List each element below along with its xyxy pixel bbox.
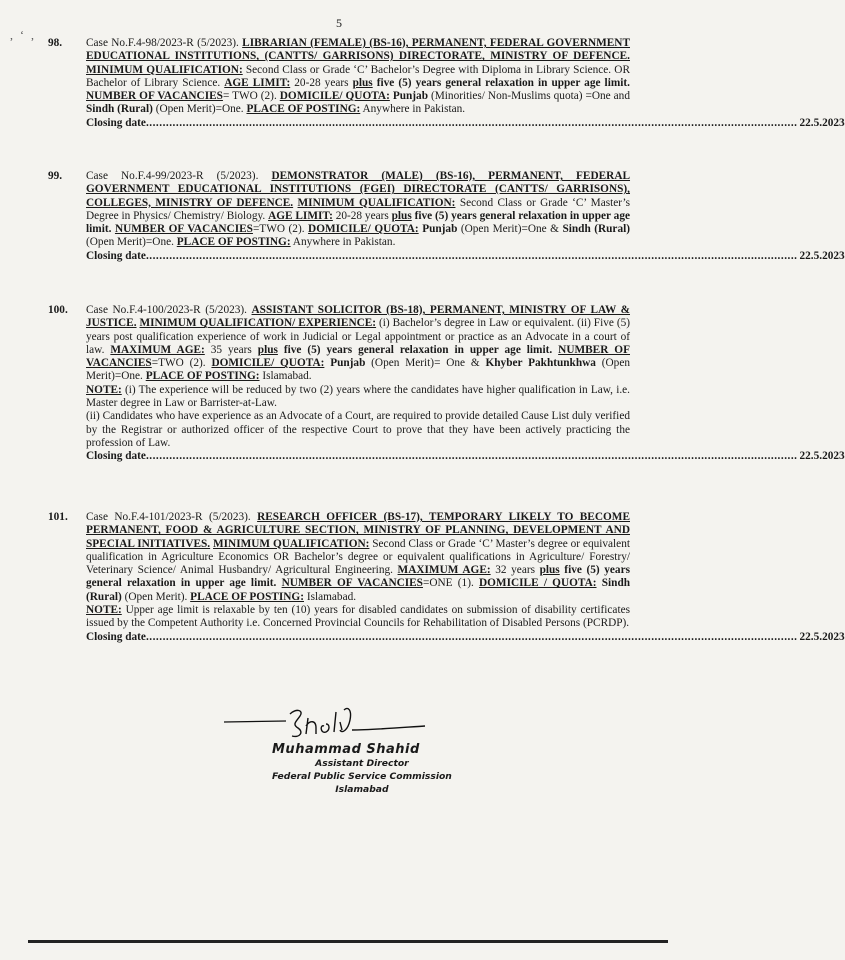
entry-98 — [48, 37, 845, 130]
entry-100 — [48, 304, 845, 464]
text-segment: NUMBER OF VACANCIES — [281, 577, 423, 590]
text-segment: Case No.F.4-101/2023-R (5/2023). — [86, 511, 258, 523]
text-segment: five (5) years general relaxation in upper age limit. — [277, 343, 553, 356]
page-number: 5 — [336, 16, 342, 30]
entry-note — [86, 410, 630, 450]
text-segment: 20-28 years — [290, 76, 353, 89]
text-segment: (i) The experience will be reduced by two (2) years where the candidates have higher qualification in Law, i.e. Master degree in Law or Barrister-at-Law. — [86, 383, 630, 410]
leader-dots: .................................................................................................................................................................................................... — [145, 249, 798, 262]
text-segment: plus — [539, 564, 560, 577]
text-segment: NOTE: — [86, 383, 122, 396]
text-segment: plus — [391, 209, 412, 222]
text-segment: ASSISTANT SOLICITOR (BS-18), PERMANENT, MINISTRY OF LAW & JUSTICE. — [86, 304, 630, 330]
text-segment: Case No.F.4-99/2023-R (5/2023). — [86, 170, 272, 182]
text-segment: plus — [257, 343, 278, 356]
text-segment: Sindh (Rural) — [86, 577, 631, 603]
text-segment: Punjab — [392, 90, 428, 103]
closing-date-row — [86, 630, 845, 644]
text-segment: Anywhere in Pakistan. — [290, 236, 396, 249]
closing-date: 22.5.2023 — [799, 450, 845, 463]
text-segment: Khyber Pakhtunkhwa — [485, 357, 596, 370]
text-segment: five (5) years general relaxation in upper age limit. — [372, 76, 630, 89]
closing-date: 22.5.2023 — [799, 630, 845, 643]
text-segment: Sindh (Rural) — [86, 103, 153, 116]
text-segment: LIBRARIAN (FEMALE) (BS-16), PERMANENT, FEDERAL GOVERNMENT EDUCATIONAL INSTITUTIONS, (CANTTS/ GARRISONS) DIRECTORATE, MINISTRY OF DEFENCE. — [86, 37, 630, 63]
text-segment: (Open Merit)= One & — [365, 357, 486, 370]
entry-number: 100. — [48, 304, 68, 316]
text-segment: MINIMUM QUALIFICATION: — [297, 196, 456, 209]
text-segment: (Open Merit)=One. — [86, 236, 177, 249]
leader-dots: .................................................................................................................................................................................................... — [145, 450, 798, 463]
text-segment: PLACE OF POSTING: — [190, 590, 304, 603]
closing-date-label: Closing date — [86, 249, 146, 262]
text-segment: PLACE OF POSTING: — [246, 103, 361, 116]
entry-99 — [48, 170, 845, 263]
text-segment: DOMICILE/ QUOTA: — [279, 90, 390, 103]
closing-date-label: Closing date — [86, 630, 146, 643]
signer-title: Assistant Director — [315, 758, 409, 769]
scan-marks: , ‘ , — [10, 28, 36, 42]
closing-date: 22.5.2023 — [799, 116, 845, 129]
text-segment: NUMBER OF VACANCIES — [86, 343, 630, 370]
entry-text — [86, 511, 630, 604]
text-segment: Punjab — [422, 223, 458, 236]
text-segment: PLACE OF POSTING: — [145, 370, 260, 383]
closing-date: 22.5.2023 — [799, 249, 845, 262]
text-segment: NOTE: — [86, 604, 122, 617]
text-segment: plus — [352, 76, 373, 89]
closing-date-row — [86, 249, 845, 263]
signature-block — [272, 742, 452, 796]
text-segment: Second Class or Grade ‘C’ Master’s degree or equivalent qualification in Agriculture Economics OR Bachelor’s degree or equivalent qualifications in Agriculture/ Forestry/ Veterinary Science/ Animal Husbandry/ Agricultural Engineering. — [86, 537, 630, 577]
text-segment: (Minorities/ Non-Muslims quota) =One and — [428, 90, 630, 103]
closing-date-row — [86, 116, 845, 130]
text-segment: =TWO (2). — [151, 357, 212, 370]
text-segment: Second Class or Grade ‘C’ Bachelor’s Degree with Diploma in Library Science. OR Bachelor of Library Science. — [86, 63, 630, 89]
entry-number: 98. — [48, 37, 63, 49]
entry-note — [86, 604, 630, 631]
handwritten-signature — [220, 700, 430, 748]
text-segment: DOMICILE / QUOTA: — [478, 577, 597, 590]
closing-date-row — [86, 450, 845, 463]
text-segment: PLACE OF POSTING: — [176, 236, 291, 249]
closing-date-label: Closing date — [86, 450, 146, 463]
entry-101 — [48, 511, 845, 644]
text-segment: (ii) Candidates who have experience as an Advocate of a Court, are required to provide detailed Cause List duly verified by the Registrar or authorized officer of the respective Court to prove that they have been actively practicing the profession of Law. — [86, 410, 630, 449]
text-segment: MAXIMUM AGE: — [110, 343, 205, 356]
signer-name: Muhammad Shahid — [272, 742, 420, 757]
text-segment: RESEARCH OFFICER (BS-17), TEMPORARY LIKELY TO BECOME PERMANENT, FOOD & AGRICULTURE SECTION, MINISTRY OF PLANNING, DEVELOPMENT AND SPECIAL INITIATIVES. — [86, 511, 630, 550]
closing-date-label: Closing date — [86, 116, 146, 129]
text-segment: Islamabad. — [259, 370, 312, 383]
text-segment: Anywhere in Pakistan. — [360, 103, 466, 116]
entry-text — [86, 304, 630, 384]
text-segment: 32 years — [490, 564, 540, 577]
text-segment: (Open Merit). — [121, 590, 191, 603]
text-segment: Sindh (Rural) — [562, 223, 630, 236]
text-segment: =ONE (1). — [422, 577, 479, 590]
entry-text — [86, 37, 630, 117]
text-segment: DOMICILE/ QUOTA: — [211, 357, 325, 370]
text-segment: MINIMUM QUALIFICATION: — [213, 537, 370, 550]
leader-dots: .................................................................................................................................................................................................... — [145, 630, 798, 643]
text-segment: =TWO (2). — [252, 223, 309, 236]
text-segment: (i) Bachelor’s degree in Law or equivalent. (ii) Five (5) years post qualification experience of work in Judicial or Legal appointment or practice as an Advocate in a court of law. — [86, 317, 630, 356]
text-segment: DEMONSTRATOR (MALE) (BS-16), PERMANENT, FEDERAL GOVERNMENT EDUCATIONAL INSTITUTIONS (FGEI) DIRECTORATE (CANTTS/ GARRISONS), COLLEGES, MINISTRY OF DEFENCE. — [86, 170, 631, 209]
text-segment: five (5) years general relaxation in upper age limit. — [86, 209, 630, 236]
entry-note — [86, 384, 630, 411]
text-segment: Upper age limit is relaxable by ten (10) years for disabled candidates on submission of disability certificates issued by the Competent Authority i.e. Concerned Provincial Councils for Rehabilitation of Disabled Persons (PCRDP). — [86, 604, 630, 630]
entry-text — [86, 170, 630, 250]
text-segment: NUMBER OF VACANCIES — [86, 90, 223, 103]
text-segment: = TWO (2). — [222, 90, 280, 103]
text-segment: MAXIMUM AGE: — [397, 564, 491, 577]
text-segment: five (5) years general relaxation in upper age limit. — [86, 564, 630, 590]
text-segment: NUMBER OF VACANCIES — [114, 223, 253, 236]
entry-number: 101. — [48, 511, 68, 523]
text-segment: DOMICILE/ QUOTA: — [308, 223, 419, 236]
text-segment: MINIMUM QUALIFICATION: — [86, 63, 243, 76]
text-segment: (Open Merit)=One. — [86, 357, 630, 383]
text-segment: MINIMUM QUALIFICATION/ EXPERIENCE: — [139, 317, 377, 330]
text-segment: 35 years — [204, 343, 258, 356]
text-segment: (Open Merit)=One. — [152, 103, 247, 116]
text-segment: Islamabad. — [304, 590, 357, 603]
bottom-rule — [28, 940, 668, 943]
text-segment: Punjab — [330, 357, 366, 370]
text-segment: Case No.F.4-98/2023-R (5/2023). — [86, 37, 243, 49]
text-segment: Case No.F.4-100/2023-R (5/2023). — [86, 304, 252, 316]
text-segment: (Open Merit)=One & — [457, 223, 563, 236]
text-segment: AGE LIMIT: — [268, 209, 333, 222]
text-segment: AGE LIMIT: — [224, 76, 291, 89]
signer-city: Islamabad — [335, 784, 389, 795]
signer-organization: Federal Public Service Commission — [272, 771, 452, 782]
text-segment: Second Class or Grade ‘C’ Master’s Degree in Physics/ Chemistry/ Biology. — [86, 196, 631, 222]
text-segment: 20-28 years — [332, 209, 392, 222]
leader-dots: .................................................................................................................................................................................................... — [145, 116, 798, 129]
entry-number: 99. — [48, 170, 63, 182]
